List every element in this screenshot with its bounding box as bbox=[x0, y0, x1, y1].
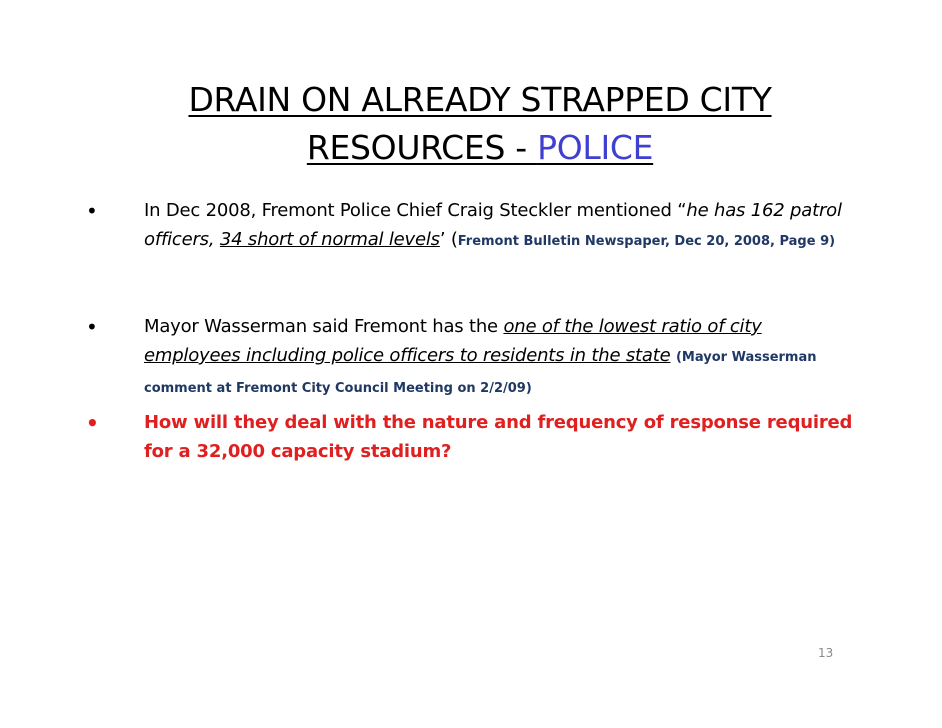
bullet-1-plain: In Dec 2008, Fremont Police Chief Craig Steckler mentioned “ bbox=[144, 200, 687, 221]
bullet-text-2 bbox=[144, 312, 856, 403]
title-line-2 bbox=[307, 128, 653, 167]
bullet-marker: • bbox=[86, 315, 98, 339]
bullet-2-plain: Mayor Wasserman said Fremont has the bbox=[144, 316, 504, 337]
title-line-2-prefix: RESOURCES - bbox=[306, 128, 538, 167]
page-number: 13 bbox=[818, 646, 834, 660]
bullet-2-source: (Mayor Wasserman comment at Fremont City Council Meeting on 2/2/09) bbox=[144, 350, 817, 396]
bullet-marker: • bbox=[86, 199, 98, 223]
bullet-3-question: How will they deal with the nature and frequency of response required for a 32,000 capacity stadium? bbox=[144, 412, 853, 462]
bullet-2-italic-underlined: one of the lowest ratio of city employees including police officers to residents in the state bbox=[144, 316, 762, 366]
bullet-text-1 bbox=[144, 196, 856, 256]
title-line-1: DRAIN ON ALREADY STRAPPED CITY bbox=[188, 80, 772, 119]
bullet-1-italic-underlined: 34 short of normal levels bbox=[219, 229, 440, 250]
bullet-1-italic: he has 162 patrol officers, bbox=[144, 200, 842, 250]
title-accent-word: POLICE bbox=[537, 128, 654, 167]
slide-title bbox=[120, 76, 840, 172]
bullet-1-source: Fremont Bulletin Newspaper, Dec 20, 2008, Page 9) bbox=[457, 234, 836, 249]
bullet-1-close: ’ ( bbox=[439, 229, 458, 250]
bullet-text-3 bbox=[144, 408, 856, 466]
bullet-marker: • bbox=[86, 411, 99, 435]
